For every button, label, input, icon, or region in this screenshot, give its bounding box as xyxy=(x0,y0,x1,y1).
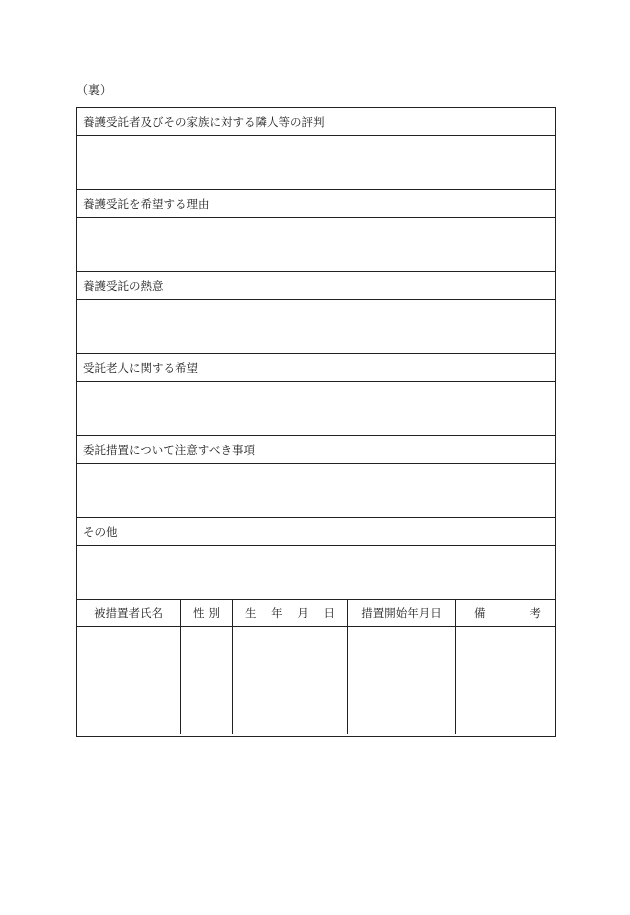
section-label: 養護受託者及びその家族に対する隣人等の評判 xyxy=(77,108,555,136)
person-table-header xyxy=(77,600,555,627)
cell-name[interactable] xyxy=(77,627,181,734)
header-gender-char: 別 xyxy=(208,606,220,620)
section-reason xyxy=(77,190,555,272)
header-gender-char: 性 xyxy=(193,606,205,620)
section-label: 受託老人に関する希望 xyxy=(77,354,555,382)
section-label: その他 xyxy=(77,518,555,546)
header-remarks-char: 備 xyxy=(474,606,486,620)
header-remarks xyxy=(456,600,555,626)
header-start-date: 措置開始年月日 xyxy=(348,600,456,626)
section-notes xyxy=(77,436,555,518)
section-input-area[interactable] xyxy=(77,218,555,272)
section-input-area[interactable] xyxy=(77,300,555,354)
header-birthdate-char: 月 xyxy=(297,606,309,620)
section-input-area[interactable] xyxy=(77,382,555,436)
section-enthusiasm xyxy=(77,272,555,354)
cell-gender[interactable] xyxy=(181,627,233,734)
section-label: 養護受託の熱意 xyxy=(77,272,555,300)
form-table xyxy=(76,107,556,737)
section-input-area[interactable] xyxy=(77,136,555,190)
section-label: 委託措置について注意すべき事項 xyxy=(77,436,555,464)
header-birthdate-char: 年 xyxy=(271,606,283,620)
header-name: 被措置者氏名 xyxy=(77,600,181,626)
header-gender xyxy=(181,600,233,626)
section-other xyxy=(77,518,555,600)
cell-birthdate[interactable] xyxy=(233,627,348,734)
section-input-area[interactable] xyxy=(77,464,555,518)
page-side-label: （裏） xyxy=(76,83,113,97)
cell-start-date[interactable] xyxy=(348,627,456,734)
section-elderly-preference xyxy=(77,354,555,436)
cell-remarks[interactable] xyxy=(456,627,555,734)
header-birthdate-char: 日 xyxy=(323,606,335,620)
section-input-area[interactable] xyxy=(77,546,555,600)
header-remarks-char: 考 xyxy=(529,606,541,620)
header-birthdate xyxy=(233,600,348,626)
person-table-row xyxy=(77,627,555,734)
section-neighbor-reputation xyxy=(77,108,555,190)
section-label: 養護受託を希望する理由 xyxy=(77,190,555,218)
header-birthdate-char: 生 xyxy=(245,606,257,620)
